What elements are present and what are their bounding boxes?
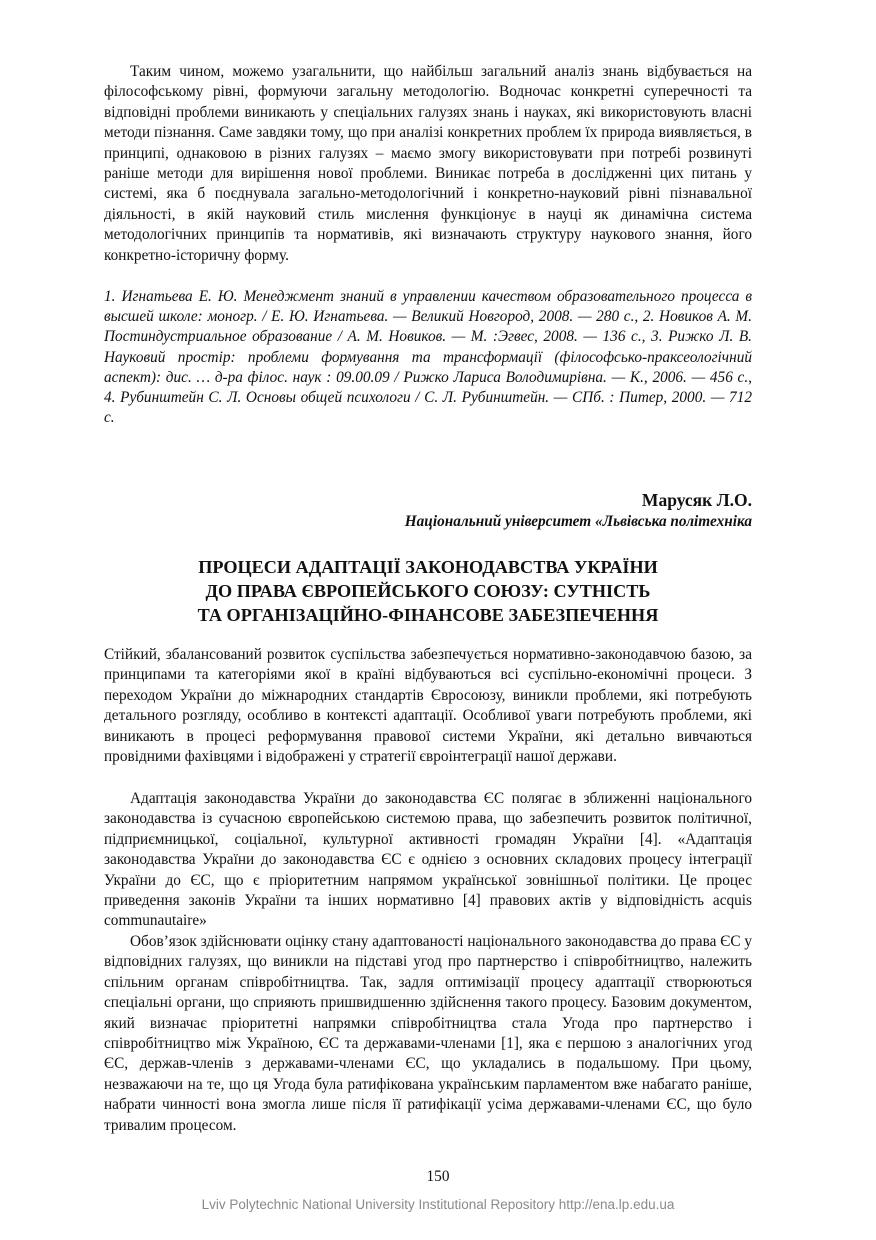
article-title (104, 555, 752, 627)
repository-footer: Lviv Polytechnic National University Institutional Repository http://ena.lp.edu.ua (201, 1197, 675, 1212)
author-affiliation: Національний університет «Львівська політехніка (404, 513, 752, 530)
intro-paragraph: Таким чином, можемо узагальнити, що найбільш загальний аналіз знань відбувається на філософському рівні, формуючи загальну методологію. Водночас конкретні суперечності та відповідні проблеми виникають у спеціальних галузях знань і науках, які використовують власні методи пізнання. Саме завдяки тому, що при аналізі конкретних проблем їх природа виявляється, в принципі, однаковою в різних галузях – маємо змогу використовувати при потребі розвинуті раніше методи для вирішення нової проблеми. Виникає потреба в дослідженні цих питань у системі, яка б поєднувала загально-методологічний і конкретно-науковий рівні пізнавальної діяльності, в якій науковий стиль мислення функціонує в науці як динамічна система методологічних принципів та нормативів, які визначають структуру наукового знання, його конкретно-історичну форму. (104, 63, 752, 264)
page-number: 150 (426, 1168, 450, 1185)
title-line-1: ПРОЦЕСИ АДАПТАЦІЇ ЗАКОНОДАВСТВА УКРАЇНИ (198, 557, 658, 577)
body-paragraph-1: Стійкий, збалансований розвиток суспільства забезпечується нормативно-законодавчою базою, за принципами та категоріями якої в країні відбуваються всі суспільно-економічні процеси. З переходом України до міжнародних стандартів Євросоюзу, виникли проблеми, які потребують детального розгляду, особливо в контексті адаптації. Особливої уваги потребують проблеми, які виникають в процесі реформування правової системи України, які детально вивчаються провідними фахівцями і відображені у стратегії євроінтеграції нашої держави. (104, 646, 752, 766)
references-list: 1. Игнатьева Е. Ю. Менеджмент знаний в управлении качеством образовательного процесса в высшей школе: моногр. / Е. Ю. Игнатьева. — Великий Новгород, 2008. — 280 с., 2. Новиков А. М. Постиндустриальное образование / А. М. Новиков. — М. :Эгвес, 2008. — 136 с., 3. Рижко Л. В. Науковий простір: проблеми формування та трансформації (філософсько-праксеологічний аспект): дис. … д-ра філос. наук : 09.00.09 / Рижко Лариса Володимирівна. — К., 2006. — 456 с., 4. Рубинштейн С. Л. Основы общей психологи / С. Л. Рубинштейн. — СПб. : Питер, 2000. — 712 с. (104, 288, 752, 427)
author-name: Марусяк Л.О. (641, 490, 752, 510)
title-line-3: ТА ОРГАНІЗАЦІЙНО-ФІНАНСОВЕ ЗАБЕЗПЕЧЕННЯ (197, 605, 659, 625)
title-line-2: ДО ПРАВА ЄВРОПЕЙСЬКОГО СОЮЗУ: СУТНІСТЬ (205, 581, 651, 601)
body-paragraph-2: Адаптація законодавства України до законодавства ЄС полягає в зближенні національного законодавства із сучасною європейською системою права, що забезпечить розвиток політичної, підприємницької, соціальної, культурної активності громадян України [4]. «Адаптація законодавства України до законодавства ЄС є однією з основних складових процесу інтеграції України до ЄС, що є пріоритетним напрямом української зовнішньої політики. Це процес приведення законів України та інших нормативно [4] правових актів у відповідність acquis communautaire» (104, 790, 752, 930)
body-paragraph-3: Обов’язок здійснювати оцінку стану адаптованості національного законодавства до права ЄС у відповідних галузях, що виникли на підставі угод про партнерство і співробітництво, належить спільним органам співробітництва. Так, задля оптимізації процесу адаптації створюються спеціальні органи, що сприяють пришвидшенню здійснення такого процесу. Базовим документом, який визначає пріоритетні напрямки співробітництва стала Угода про партнерство і співробітництво між Україною, ЄС та державами-членами [1], яка є першою з аналогічних угод ЄС, держав-членів з державами-членами ЄС, що укладались в подальшому. При цьому, незважаючи на те, що ця Угода була ратифікована українським парламентом вже набагато раніше, набрати чинності вона змогла лише після її ратифікації усіма державами-членами ЄС, що було тривалим процесом. (104, 933, 752, 1134)
